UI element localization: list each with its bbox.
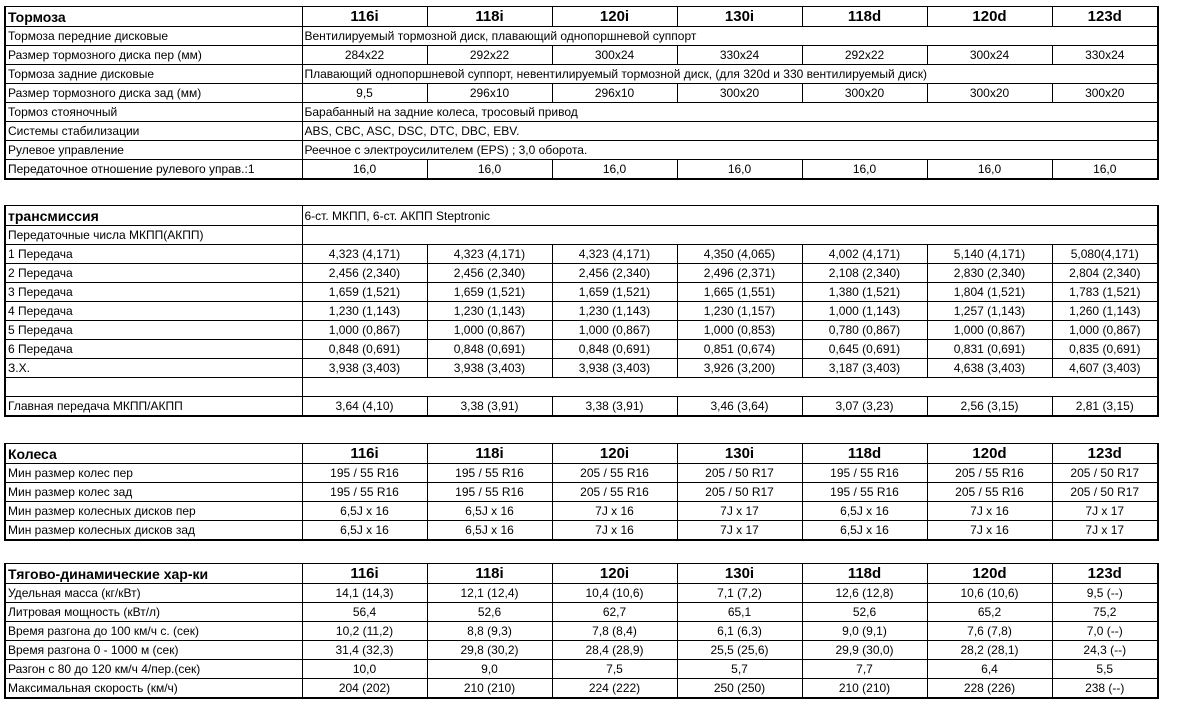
transmission-table	[4, 205, 1159, 417]
value-cell-130i: 205 / 50 R17	[677, 483, 802, 502]
model-header-116i: 116i	[302, 564, 427, 584]
value-cell-123d: 300x20	[1052, 84, 1158, 103]
value-cell-130i: 7J x 17	[677, 502, 802, 521]
row-label: Рулевое управление	[5, 141, 302, 160]
value-cell-123d: 24,3 (--)	[1052, 641, 1158, 660]
model-header-130i: 130i	[677, 7, 802, 27]
value-cell-116i: 10,0	[302, 660, 427, 679]
spanned-value-cell: Плавающий однопоршневой суппорт, невентилируемый тормозной диск, (для 320d и 330 вентилируемый диск)	[302, 65, 1158, 84]
value-cell-120i: 1,230 (1,143)	[552, 302, 677, 321]
value-cell-123d: 205 / 50 R17	[1052, 483, 1158, 502]
value-cell-120i: 28,4 (28,9)	[552, 641, 677, 660]
value-cell-120i: 62,7	[552, 603, 677, 622]
model-header-130i: 130i	[677, 444, 802, 464]
value-cell-118d: 195 / 55 R16	[802, 483, 927, 502]
model-header-123d: 123d	[1052, 444, 1158, 464]
brakes-header-row	[5, 7, 1158, 27]
value-cell-116i: 0,848 (0,691)	[302, 340, 427, 359]
value-cell-116i: 284x22	[302, 46, 427, 65]
table-row	[5, 65, 1158, 84]
row-label: Мин размер колесных дисков зад	[5, 521, 302, 541]
spanned-value-cell	[302, 226, 1158, 245]
value-cell-116i: 2,456 (2,340)	[302, 264, 427, 283]
value-cell-120d: 7J x 16	[927, 502, 1052, 521]
table-row	[5, 397, 1158, 417]
value-cell-118i: 6,5J x 16	[427, 521, 552, 541]
value-cell-120d: 7J x 16	[927, 521, 1052, 541]
model-header-116i: 116i	[302, 444, 427, 464]
value-cell-120d: 300x24	[927, 46, 1052, 65]
model-header-120d: 120d	[927, 564, 1052, 584]
value-cell-116i: 16,0	[302, 160, 427, 180]
value-cell-130i: 6,1 (6,3)	[677, 622, 802, 641]
value-cell-118d: 4,002 (4,171)	[802, 245, 927, 264]
spanned-value-cell	[302, 378, 1158, 397]
value-cell-130i: 2,496 (2,371)	[677, 264, 802, 283]
dynamics-header-row	[5, 564, 1158, 584]
value-cell-120i: 7,8 (8,4)	[552, 622, 677, 641]
value-cell-118d: 3,07 (3,23)	[802, 397, 927, 417]
value-cell-118i: 195 / 55 R16	[427, 464, 552, 483]
value-cell-130i: 1,000 (0,853)	[677, 321, 802, 340]
row-label: 4 Передача	[5, 302, 302, 321]
value-cell-116i: 6,5J x 16	[302, 521, 427, 541]
value-cell-120i: 4,323 (4,171)	[552, 245, 677, 264]
value-cell-120i: 10,4 (10,6)	[552, 584, 677, 603]
table-row	[5, 660, 1158, 679]
table-row	[5, 103, 1158, 122]
value-cell-116i: 3,64 (4,10)	[302, 397, 427, 417]
table-row	[5, 141, 1158, 160]
value-cell-118i: 1,000 (0,867)	[427, 321, 552, 340]
value-cell-116i: 1,230 (1,143)	[302, 302, 427, 321]
value-cell-118d: 210 (210)	[802, 679, 927, 699]
value-cell-130i: 7J x 17	[677, 521, 802, 541]
value-cell-116i: 6,5J x 16	[302, 502, 427, 521]
table-row	[5, 160, 1158, 180]
model-header-123d: 123d	[1052, 564, 1158, 584]
spanned-value-cell: Вентилируемый тормозной диск, плавающий однопоршневой суппорт	[302, 27, 1158, 46]
row-label: 1 Передача	[5, 245, 302, 264]
row-label: Мин размер колес пер	[5, 464, 302, 483]
value-cell-116i: 31,4 (32,3)	[302, 641, 427, 660]
value-cell-118i: 2,456 (2,340)	[427, 264, 552, 283]
row-label: Мин размер колесных дисков пер	[5, 502, 302, 521]
model-header-120d: 120d	[927, 7, 1052, 27]
dynamics-section-title: Тягово-динамические хар-ки	[5, 564, 302, 584]
value-cell-118d: 292x22	[802, 46, 927, 65]
transmission-header-row	[5, 206, 1158, 226]
table-row	[5, 122, 1158, 141]
model-header-118i: 118i	[427, 7, 552, 27]
value-cell-118d: 1,000 (1,143)	[802, 302, 927, 321]
wheels-header-row	[5, 444, 1158, 464]
row-label: Тормоза задние дисковые	[5, 65, 302, 84]
model-header-118d: 118d	[802, 444, 927, 464]
row-label	[5, 378, 302, 397]
row-label: Размер тормозного диска пер (мм)	[5, 46, 302, 65]
table-row	[5, 679, 1158, 699]
table-row	[5, 340, 1158, 359]
value-cell-123d: 2,804 (2,340)	[1052, 264, 1158, 283]
value-cell-118d: 16,0	[802, 160, 927, 180]
value-cell-116i: 195 / 55 R16	[302, 483, 427, 502]
model-header-118d: 118d	[802, 564, 927, 584]
value-cell-123d: 1,260 (1,143)	[1052, 302, 1158, 321]
model-header-120d: 120d	[927, 444, 1052, 464]
value-cell-120d: 205 / 55 R16	[927, 483, 1052, 502]
value-cell-116i: 3,938 (3,403)	[302, 359, 427, 378]
value-cell-120i: 2,456 (2,340)	[552, 264, 677, 283]
transmission-subtitle: 6-ст. МКПП, 6-ст. АКПП Steptronic	[302, 206, 1158, 226]
value-cell-118i: 292x22	[427, 46, 552, 65]
row-label: Литровая мощность (кВт/л)	[5, 603, 302, 622]
value-cell-118d: 29,9 (30,0)	[802, 641, 927, 660]
value-cell-120i: 3,938 (3,403)	[552, 359, 677, 378]
value-cell-130i: 3,926 (3,200)	[677, 359, 802, 378]
value-cell-120d: 205 / 55 R16	[927, 464, 1052, 483]
table-row	[5, 283, 1158, 302]
value-cell-123d: 7J x 17	[1052, 502, 1158, 521]
value-cell-116i: 9,5	[302, 84, 427, 103]
spanned-value-cell: ABS, CBC, ASC, DSC, DTC, DBC, EBV.	[302, 122, 1158, 141]
table-row	[5, 226, 1158, 245]
value-cell-120i: 205 / 55 R16	[552, 483, 677, 502]
value-cell-118d: 52,6	[802, 603, 927, 622]
row-label: Передаточное отношение рулевого управ.:1	[5, 160, 302, 180]
value-cell-120i: 0,848 (0,691)	[552, 340, 677, 359]
value-cell-123d: 16,0	[1052, 160, 1158, 180]
value-cell-118i: 8,8 (9,3)	[427, 622, 552, 641]
value-cell-118d: 1,380 (1,521)	[802, 283, 927, 302]
value-cell-120d: 300x20	[927, 84, 1052, 103]
table-row	[5, 264, 1158, 283]
table-row	[5, 584, 1158, 603]
value-cell-116i: 1,659 (1,521)	[302, 283, 427, 302]
value-cell-120i: 1,659 (1,521)	[552, 283, 677, 302]
value-cell-120d: 2,56 (3,15)	[927, 397, 1052, 417]
value-cell-130i: 205 / 50 R17	[677, 464, 802, 483]
row-label: 3 Передача	[5, 283, 302, 302]
value-cell-120d: 7,6 (7,8)	[927, 622, 1052, 641]
model-header-116i: 116i	[302, 7, 427, 27]
transmission-section-title: трансмиссия	[5, 206, 302, 226]
table-row	[5, 641, 1158, 660]
value-cell-123d: 7,0 (--)	[1052, 622, 1158, 641]
value-cell-116i: 4,323 (4,171)	[302, 245, 427, 264]
value-cell-130i: 5,7	[677, 660, 802, 679]
value-cell-118i: 6,5J x 16	[427, 502, 552, 521]
value-cell-123d: 75,2	[1052, 603, 1158, 622]
value-cell-116i: 1,000 (0,867)	[302, 321, 427, 340]
value-cell-123d: 2,81 (3,15)	[1052, 397, 1158, 417]
value-cell-118d: 3,187 (3,403)	[802, 359, 927, 378]
brakes-section-title: Тормоза	[5, 7, 302, 27]
row-label: 2 Передача	[5, 264, 302, 283]
value-cell-123d: 5,5	[1052, 660, 1158, 679]
value-cell-130i: 25,5 (25,6)	[677, 641, 802, 660]
table-row	[5, 302, 1158, 321]
model-header-118i: 118i	[427, 444, 552, 464]
table-row	[5, 359, 1158, 378]
value-cell-123d: 7J x 17	[1052, 521, 1158, 541]
model-header-120i: 120i	[552, 7, 677, 27]
value-cell-118i: 3,38 (3,91)	[427, 397, 552, 417]
value-cell-118i: 195 / 55 R16	[427, 483, 552, 502]
model-header-130i: 130i	[677, 564, 802, 584]
value-cell-116i: 195 / 55 R16	[302, 464, 427, 483]
value-cell-118d: 12,6 (12,8)	[802, 584, 927, 603]
table-row	[5, 483, 1158, 502]
model-header-120i: 120i	[552, 444, 677, 464]
row-label: Передаточные числа МКПП(АКПП)	[5, 226, 302, 245]
model-header-120i: 120i	[552, 564, 677, 584]
row-label: Мин размер колес зад	[5, 483, 302, 502]
value-cell-118d: 7,7	[802, 660, 927, 679]
value-cell-118d: 6,5J x 16	[802, 502, 927, 521]
value-cell-118i: 29,8 (30,2)	[427, 641, 552, 660]
value-cell-118i: 16,0	[427, 160, 552, 180]
value-cell-118d: 6,5J x 16	[802, 521, 927, 541]
value-cell-130i: 250 (250)	[677, 679, 802, 699]
value-cell-130i: 1,230 (1,157)	[677, 302, 802, 321]
model-header-123d: 123d	[1052, 7, 1158, 27]
value-cell-123d: 330x24	[1052, 46, 1158, 65]
table-row	[5, 46, 1158, 65]
value-cell-123d: 9,5 (--)	[1052, 584, 1158, 603]
row-label: Системы стабилизации	[5, 122, 302, 141]
row-label: Максимальная скорость (км/ч)	[5, 679, 302, 699]
table-row	[5, 27, 1158, 46]
value-cell-120i: 16,0	[552, 160, 677, 180]
value-cell-123d: 1,000 (0,867)	[1052, 321, 1158, 340]
value-cell-116i: 204 (202)	[302, 679, 427, 699]
value-cell-120i: 296x10	[552, 84, 677, 103]
value-cell-120d: 1,257 (1,143)	[927, 302, 1052, 321]
value-cell-116i: 56,4	[302, 603, 427, 622]
value-cell-120d: 1,000 (0,867)	[927, 321, 1052, 340]
row-label: Время разгона 0 - 1000 м (сек)	[5, 641, 302, 660]
table-row	[5, 521, 1158, 541]
value-cell-120i: 7J x 16	[552, 521, 677, 541]
value-cell-118i: 52,6	[427, 603, 552, 622]
value-cell-120i: 7,5	[552, 660, 677, 679]
value-cell-120d: 1,804 (1,521)	[927, 283, 1052, 302]
row-label: Тормоза передние дисковые	[5, 27, 302, 46]
value-cell-123d: 5,080(4,171)	[1052, 245, 1158, 264]
value-cell-118i: 1,659 (1,521)	[427, 283, 552, 302]
value-cell-120d: 10,6 (10,6)	[927, 584, 1052, 603]
value-cell-130i: 0,851 (0,674)	[677, 340, 802, 359]
row-label: Тормоз стояночный	[5, 103, 302, 122]
row-label: 5 Передача	[5, 321, 302, 340]
value-cell-123d: 1,783 (1,521)	[1052, 283, 1158, 302]
value-cell-120i: 1,000 (0,867)	[552, 321, 677, 340]
table-row	[5, 464, 1158, 483]
value-cell-116i: 14,1 (14,3)	[302, 584, 427, 603]
row-label: З.Х.	[5, 359, 302, 378]
value-cell-130i: 65,1	[677, 603, 802, 622]
value-cell-120i: 7J x 16	[552, 502, 677, 521]
row-label: Время разгона до 100 км/ч с. (сек)	[5, 622, 302, 641]
table-row	[5, 321, 1158, 340]
row-label: Удельная масса (кг/кВт)	[5, 584, 302, 603]
value-cell-118i: 0,848 (0,691)	[427, 340, 552, 359]
value-cell-120d: 65,2	[927, 603, 1052, 622]
value-cell-130i: 1,665 (1,551)	[677, 283, 802, 302]
row-label: Разгон с 80 до 120 км/ч 4/пер.(сек)	[5, 660, 302, 679]
value-cell-120i: 3,38 (3,91)	[552, 397, 677, 417]
row-label: Размер тормозного диска зад (мм)	[5, 84, 302, 103]
dynamics-table	[4, 563, 1159, 699]
value-cell-120d: 228 (226)	[927, 679, 1052, 699]
spanned-value-cell: Реечное с электроусилителем (EPS) ; 3,0 оборота.	[302, 141, 1158, 160]
value-cell-118i: 210 (210)	[427, 679, 552, 699]
row-label: 6 Передача	[5, 340, 302, 359]
value-cell-130i: 3,46 (3,64)	[677, 397, 802, 417]
value-cell-123d: 0,835 (0,691)	[1052, 340, 1158, 359]
value-cell-130i: 7,1 (7,2)	[677, 584, 802, 603]
value-cell-120d: 28,2 (28,1)	[927, 641, 1052, 660]
value-cell-118i: 1,230 (1,143)	[427, 302, 552, 321]
value-cell-118i: 12,1 (12,4)	[427, 584, 552, 603]
value-cell-118i: 4,323 (4,171)	[427, 245, 552, 264]
value-cell-130i: 4,350 (4,065)	[677, 245, 802, 264]
model-header-118d: 118d	[802, 7, 927, 27]
model-header-118i: 118i	[427, 564, 552, 584]
value-cell-118i: 3,938 (3,403)	[427, 359, 552, 378]
value-cell-118i: 9,0	[427, 660, 552, 679]
table-row	[5, 84, 1158, 103]
value-cell-120d: 4,638 (3,403)	[927, 359, 1052, 378]
table-row	[5, 378, 1158, 397]
value-cell-116i: 10,2 (11,2)	[302, 622, 427, 641]
value-cell-118d: 300x20	[802, 84, 927, 103]
value-cell-123d: 238 (--)	[1052, 679, 1158, 699]
value-cell-118d: 195 / 55 R16	[802, 464, 927, 483]
value-cell-120d: 6,4	[927, 660, 1052, 679]
wheels-section-title: Колеса	[5, 444, 302, 464]
value-cell-120i: 205 / 55 R16	[552, 464, 677, 483]
value-cell-123d: 205 / 50 R17	[1052, 464, 1158, 483]
value-cell-123d: 4,607 (3,403)	[1052, 359, 1158, 378]
brakes-table	[4, 6, 1159, 180]
value-cell-118d: 2,108 (2,340)	[802, 264, 927, 283]
value-cell-130i: 16,0	[677, 160, 802, 180]
value-cell-120i: 224 (222)	[552, 679, 677, 699]
value-cell-130i: 300x20	[677, 84, 802, 103]
table-row	[5, 502, 1158, 521]
value-cell-118i: 296x10	[427, 84, 552, 103]
table-row	[5, 245, 1158, 264]
value-cell-118d: 9,0 (9,1)	[802, 622, 927, 641]
table-row	[5, 622, 1158, 641]
wheels-table	[4, 443, 1159, 541]
value-cell-120d: 0,831 (0,691)	[927, 340, 1052, 359]
value-cell-120d: 5,140 (4,171)	[927, 245, 1052, 264]
value-cell-118d: 0,780 (0,867)	[802, 321, 927, 340]
value-cell-120i: 300x24	[552, 46, 677, 65]
value-cell-118d: 0,645 (0,691)	[802, 340, 927, 359]
row-label: Главная передача МКПП/АКПП	[5, 397, 302, 417]
table-row	[5, 603, 1158, 622]
value-cell-130i: 330x24	[677, 46, 802, 65]
value-cell-120d: 16,0	[927, 160, 1052, 180]
spanned-value-cell: Барабанный на задние колеса, тросовый привод	[302, 103, 1158, 122]
value-cell-120d: 2,830 (2,340)	[927, 264, 1052, 283]
